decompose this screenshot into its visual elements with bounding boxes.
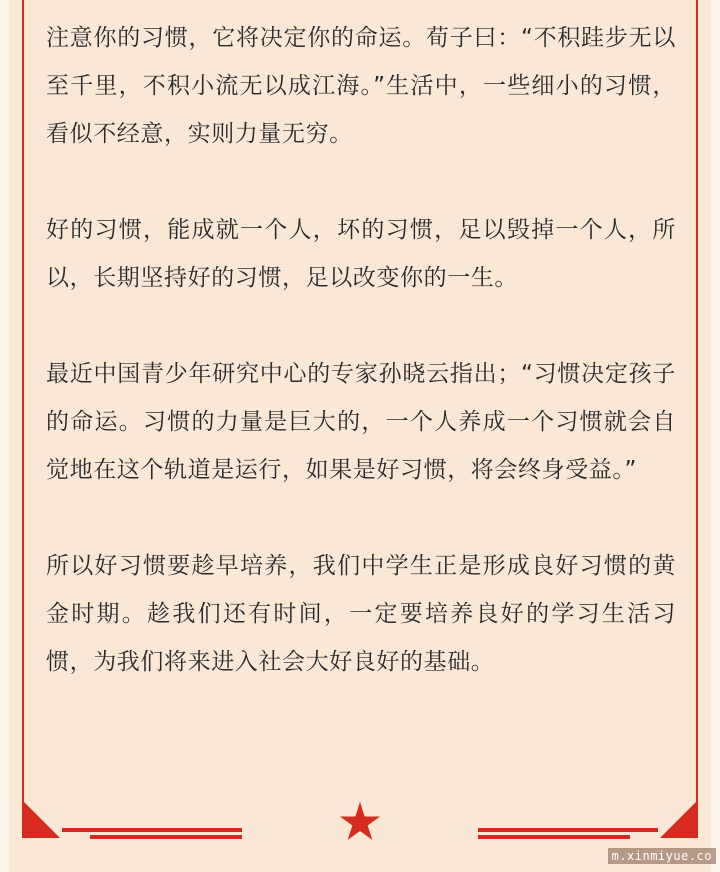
star-icon: [340, 802, 380, 840]
outer-border-right: [711, 0, 720, 872]
article-paragraph-2: 好的习惯，能成就一个人，坏的习惯，足以毁掉一个人，所以，长期坚持好的习惯，足以改变你的一生。: [46, 217, 676, 291]
frame-line-right: [696, 0, 698, 812]
article-paragraph-4: 所以好习惯要趁早培养，我们中学生正是形成良好习惯的黄金时期。趁我们还有时间，一定要培养良好的学习生活习惯，为我们将来进入社会大好良好的基础。: [46, 553, 676, 675]
bottom-ornament: [0, 798, 720, 848]
watermark: m.xinmiyue.co: [608, 848, 716, 864]
corner-triangle-right-icon: [660, 800, 698, 838]
outer-border-left: [0, 0, 9, 872]
corner-triangle-left-icon: [22, 800, 60, 838]
article-paragraph-1: 注意你的习惯，它将决定你的命运。荀子曰：“不积跬步无以至千里，不积小流无以成江海。”生活中，一些细小的习惯，看似不经意，实则力量无穷。: [46, 25, 676, 147]
article-paragraph-3: 最近中国青少年研究中心的专家孙晓云指出；“习惯决定孩子的命运。习惯的力量是巨大的，一个人养成一个习惯就会自觉地在这个轨道是运行，如果是好习惯，将会终身受益。”: [46, 361, 676, 483]
ornament-line-right-top: [478, 828, 658, 832]
article-body: [46, 14, 676, 734]
ornament-line-left-top: [62, 828, 242, 832]
ornament-line-right-bottom: [478, 835, 630, 839]
ornament-line-left-bottom: [90, 835, 242, 839]
frame-line-left: [22, 0, 24, 812]
